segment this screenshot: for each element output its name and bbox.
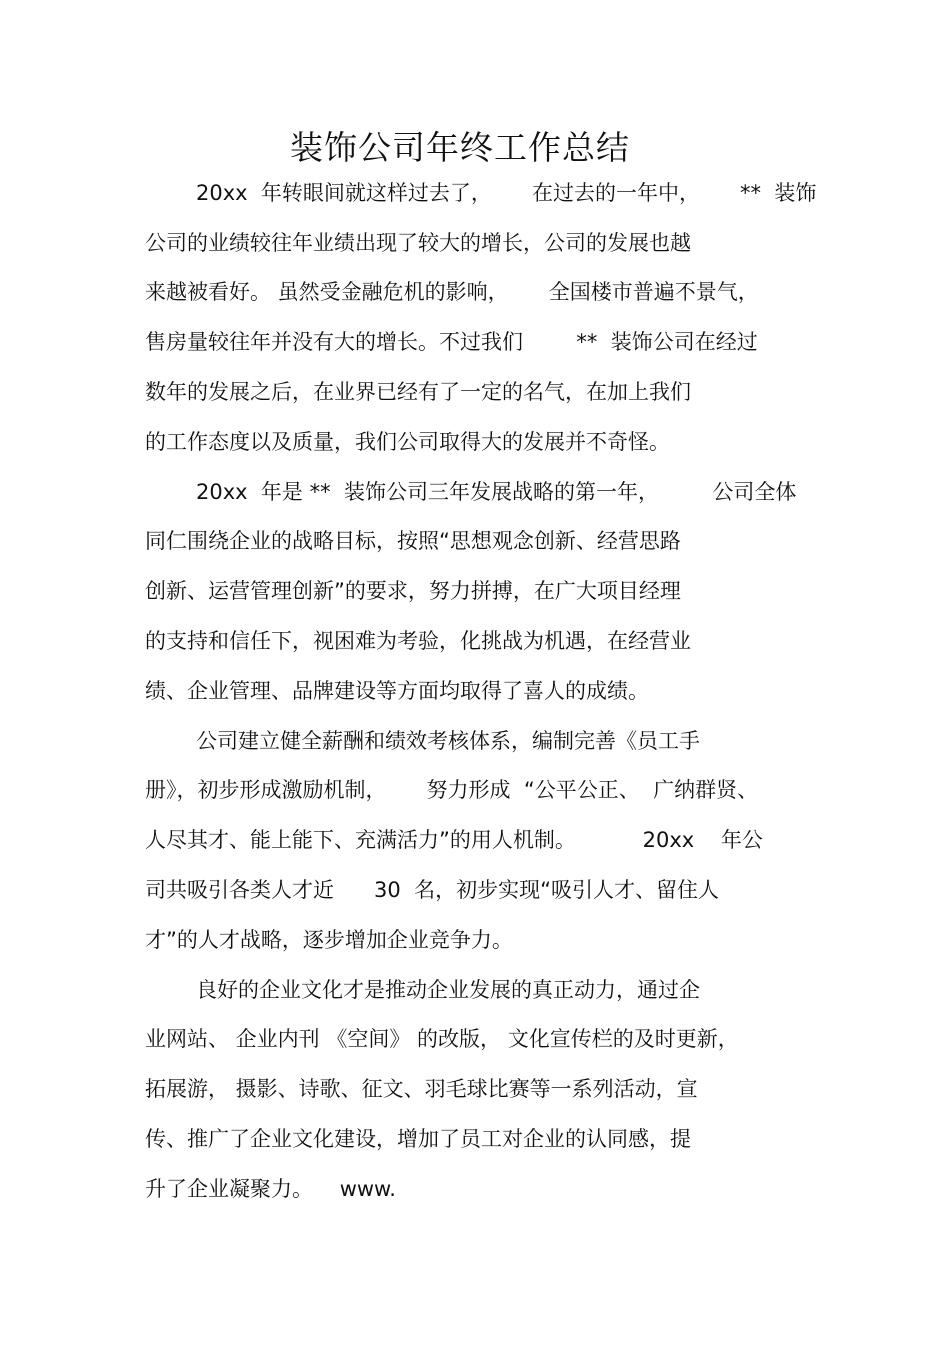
paragraph-1-line-2: 公司的业绩较往年业绩出现了较大的增长，公司的发展也越	[145, 231, 691, 255]
paragraph-4-line-2: 业网站、 企业内刊 《空间》 的改版， 文化宣传栏的及时更新，	[145, 1027, 739, 1051]
paragraph-2-line-1: 20xx 年是 ** 装饰公司三年发展战略的第一年， 公司全体	[196, 480, 797, 504]
paragraph-1-line-4: 售房量较往年并没有大的增长。不过我们 ** 装饰公司在经过	[145, 330, 758, 354]
paragraph-3-line-3: 人尽其才、能上能下、充满活力”的用人机制。 20xx 年公	[145, 828, 763, 852]
paragraph-2-line-4: 的支持和信任下，视困难为考验，化挑战为机遇，在经营业	[145, 629, 691, 653]
paragraph-4-line-1: 良好的企业文化才是推动企业发展的真正动力，通过企	[196, 978, 700, 1002]
paragraph-1-line-3: 来越被看好。 虽然受金融危机的影响， 全国楼市普遍不景气，	[145, 280, 759, 304]
document-title: 装饰公司年终工作总结	[290, 128, 630, 167]
paragraph-4-line-5: 升了企业凝聚力。 www.	[145, 1177, 396, 1201]
paragraph-3-line-1: 公司建立健全薪酬和绩效考核体系，编制完善《员工手	[196, 729, 700, 753]
paragraph-2-line-3: 创新、运营管理创新”的要求，努力拼搏，在广大项目经理	[145, 579, 681, 603]
paragraph-3-line-5: 才”的人才战略，逐步增加企业竞争力。	[145, 928, 513, 952]
paragraph-2-line-5: 绩、企业管理、品牌建设等方面均取得了喜人的成绩。	[145, 679, 649, 703]
paragraph-3-line-2: 册》，初步形成激励机制， 努力形成 “公平公正、 广纳群贤、	[145, 778, 759, 802]
paragraph-2-line-2: 同仁围绕企业的战略目标，按照“思想观念创新、经营思路	[145, 529, 681, 553]
paragraph-1-line-5: 数年的发展之后，在业界已经有了一定的名气，在加上我们	[145, 380, 691, 404]
paragraph-4-line-3: 拓展游， 摄影、诗歌、征文、羽毛球比赛等一系列活动，宣	[145, 1077, 698, 1101]
paragraph-3-line-4: 司共吸引各类人才近 30 名，初步实现“吸引人才、留住人	[145, 878, 720, 902]
paragraph-4-line-4: 传、推广了企业文化建设，增加了员工对企业的认同感，提	[145, 1127, 691, 1151]
paragraph-1-line-6: 的工作态度以及质量，我们公司取得大的发展并不奇怪。	[145, 430, 670, 454]
paragraph-1-line-1: 20xx 年转眼间就这样过去了， 在过去的一年中， ** 装饰	[196, 181, 817, 205]
